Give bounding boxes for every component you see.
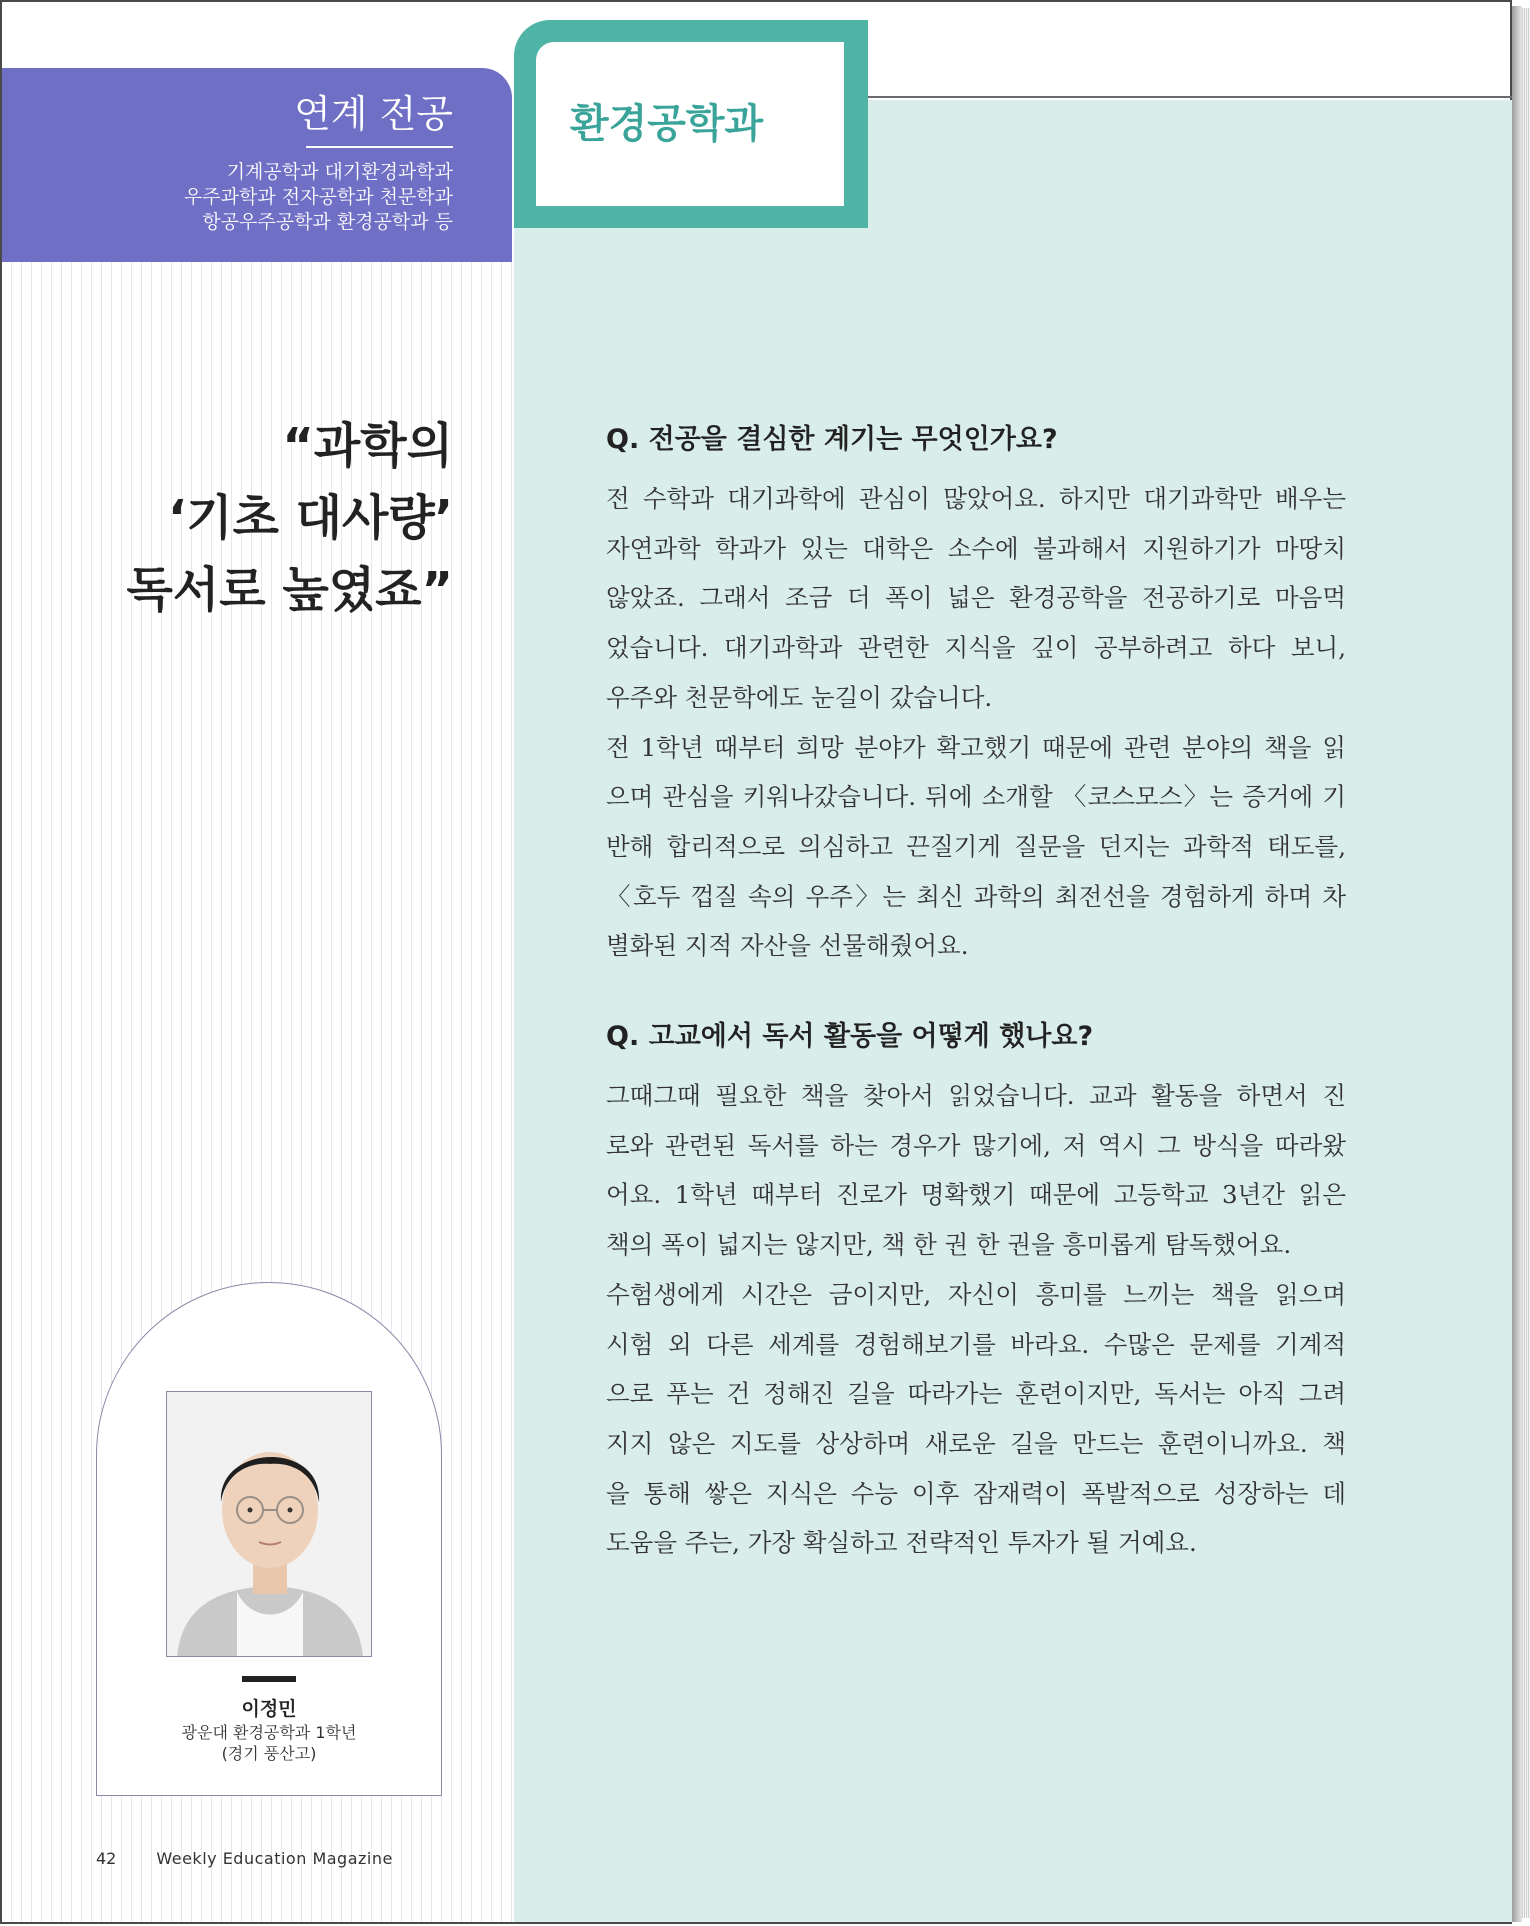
answer-paragraph (606, 1071, 1346, 1270)
related-major-line: 항공우주공학과 환경공학과 등 (202, 211, 453, 233)
profile-photo (166, 1391, 372, 1657)
portrait-image (167, 1392, 372, 1657)
pull-quote-line: 독서로 높였죠” (126, 562, 453, 618)
answer-text (606, 474, 1346, 971)
answer-paragraph (606, 723, 1346, 972)
person-school: 광운대 환경공학과 1학년 (181, 1723, 357, 1742)
page-edges (1522, 8, 1530, 1918)
question-heading: Q. 고교에서 독서 활동을 어떻게 했나요? (606, 1021, 1094, 1052)
answer-line: 전 수학과 대기과학에 관심이 많았어요. 하지만 대기과학만 배우는 (606, 484, 1346, 513)
name-divider (242, 1676, 296, 1682)
answer-line: 었습니다. 대기과학과 관련한 지식을 깊이 공부하려고 하다 보니, (606, 633, 1346, 663)
footer (96, 1849, 393, 1868)
pull-quote-line: “과학의 (282, 418, 453, 474)
page-number: 42 (96, 1849, 117, 1868)
answer-line: 반해 합리적으로 의심하고 끈질기게 질문을 던지는 과학적 태도를, (606, 831, 1346, 861)
answer-line: 책의 폭이 넓지는 않지만, 책 한 권 한 권을 흥미롭게 탐독했어요. (606, 1230, 1292, 1260)
answer-line: 으로 푸는 건 정해진 길을 따라가는 훈련이지만, 독서는 아직 그려 (606, 1379, 1346, 1409)
answer-line: 도움을 주는, 가장 확실하고 전략적인 투자가 될 거예요. (606, 1528, 1197, 1558)
qa-block (606, 1017, 1346, 1568)
answer-line: 으며 관심을 키워나갔습니다. 뒤에 소개할 〈코스모스〉는 증거에 기 (606, 782, 1346, 812)
question-heading: Q. 전공을 결심한 계기는 무엇인가요? (606, 424, 1058, 455)
related-major-line: 우주과학과 전자공학과 천문학과 (183, 186, 453, 208)
answer-line: 을 통해 쌓은 지식은 수능 이후 잠재력이 폭발적으로 성장하는 데 (606, 1478, 1346, 1508)
related-major-underline (306, 146, 453, 148)
major-tab-title: 환경공학과 (570, 101, 764, 147)
answer-line: 그때그때 필요한 책을 찾아서 읽었습니다. 교과 활동을 하면서 진 (606, 1081, 1346, 1110)
related-major-line: 기계공학과 대기환경과학과 (226, 161, 453, 183)
answer-paragraph (606, 474, 1346, 723)
answer-line: 어요. 1학년 때부터 진로가 명확했기 때문에 고등학교 3년간 읽은 (606, 1180, 1346, 1210)
answer-line: 지지 않은 지도를 상상하며 새로운 길을 만드는 훈련이니까요. 책 (606, 1428, 1346, 1458)
related-major-title: 연계 전공 (294, 92, 453, 136)
answer-line: 〈호두 껍질 속의 우주〉는 최신 과학의 최전선을 경험하게 하며 차 (606, 881, 1346, 911)
pull-quote (127, 410, 453, 626)
answer-line: 시험 외 다른 세계를 경험해보기를 바라요. 수많은 문제를 기계적 (606, 1329, 1346, 1359)
answer-line: 수험생에게 시간은 금이지만, 자신이 흥미를 느끼는 책을 읽으며 (606, 1279, 1346, 1309)
answer-line: 로와 관련된 독서를 하는 경우가 많기에, 저 역시 그 방식을 따라왔 (606, 1130, 1346, 1160)
answer-line: 별화된 지적 자산을 선물해줬어요. (606, 931, 969, 961)
answer-paragraph (606, 1270, 1346, 1568)
page-shadow (1512, 6, 1522, 1922)
pull-quote-line: ‘기초 대사량’ (167, 490, 453, 546)
content-panel (514, 100, 1512, 1922)
answer-text (606, 1071, 1346, 1568)
qa-block (606, 420, 1346, 971)
answer-line: 않았죠. 그래서 조금 더 폭이 넓은 환경공학을 전공하기로 마음먹 (606, 583, 1346, 613)
related-major-list (184, 160, 453, 235)
magazine-name: Weekly Education Magazine (156, 1849, 393, 1868)
answer-line: 우주와 천문학에도 눈길이 갔습니다. (606, 682, 993, 712)
answer-line: 자연과학 학과가 있는 대학은 소수에 불과해서 지원하기가 마땅치 (606, 533, 1346, 563)
person-info (96, 1722, 442, 1764)
top-rule (866, 96, 1512, 98)
person-high-school: (경기 풍산고) (221, 1744, 317, 1763)
answer-line: 전 1학년 때부터 희망 분야가 확고했기 때문에 관련 분야의 책을 읽 (606, 732, 1346, 762)
person-name: 이정민 (241, 1698, 297, 1720)
